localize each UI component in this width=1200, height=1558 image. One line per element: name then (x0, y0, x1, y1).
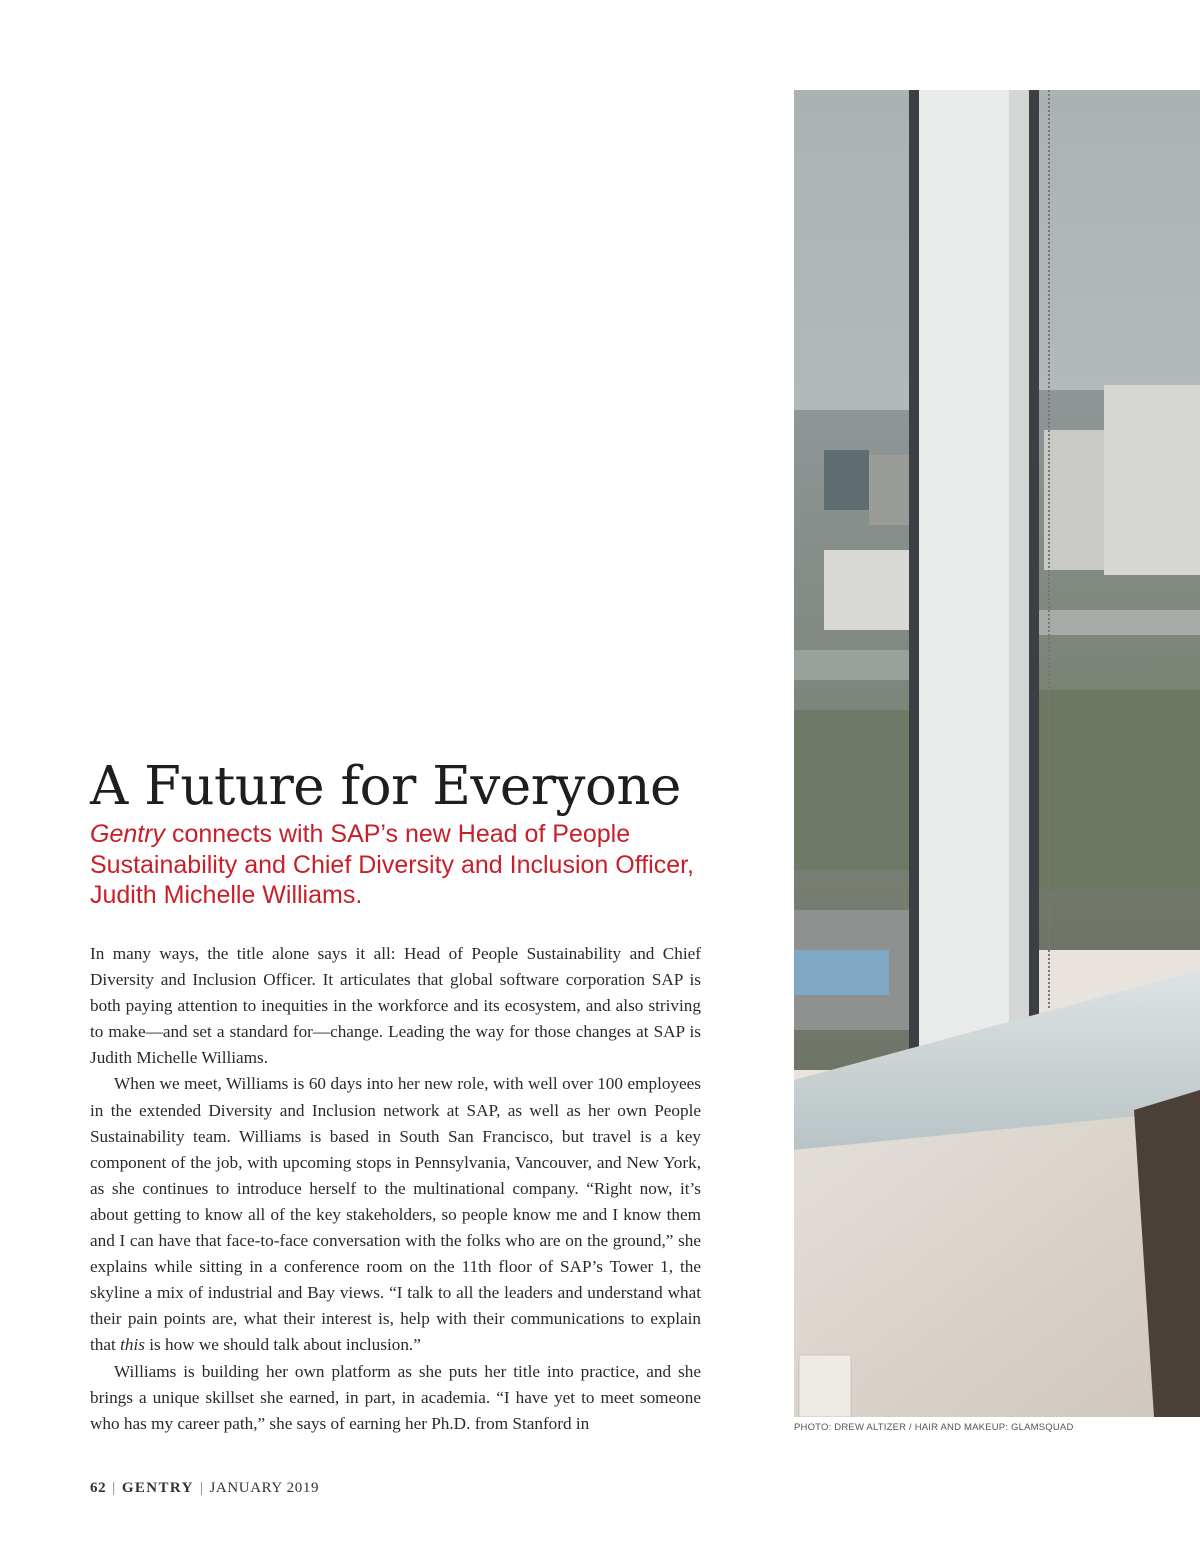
paragraph-2-text-b: is how we should talk about inclusion.” (144, 1335, 421, 1355)
body-paragraph-1: In many ways, the title alone says it all: Head of People Sustainability and Chief Diversity and Inclusion Officer. It articulates that global software corporation SAP is both paying attention to inequities in the workforce and its ecosystem, and also striving to make—and set a standard for—change. Leading the way for those changes at SAP is Judith Michelle Williams. (90, 944, 701, 1068)
article-deck (90, 819, 750, 911)
photo-credit: PHOTO: DREW ALTIZER / HAIR AND MAKEUP: GLAMSQUAD (794, 1422, 1074, 1433)
issue-date: JANUARY 2019 (209, 1480, 320, 1496)
footer-separator-2: | (199, 1480, 204, 1496)
article-body (90, 941, 701, 1437)
photo-illustration (794, 90, 1200, 1417)
window-city-view-photo (794, 90, 1200, 1417)
body-paragraph-2 (90, 1071, 701, 1358)
page-number: 62 (90, 1480, 107, 1496)
magazine-name: GENTRY (121, 1480, 194, 1496)
deck-text: connects with SAP’s new Head of People Sustainability and Chief Diversity and Inclusion Officer, Judith Michelle Williams. (90, 820, 695, 909)
paragraph-2-text-a: When we meet, Williams is 60 days into her new role, with well over 100 employees in the extended Diversity and Inclusion network at SAP, as well as her own People Sustainability team. Williams is based in South San Francisco, but travel is a key component of the job, with upcoming stops in Pennsylvania, Vancouver, and New York, as she continues to introduce herself to the multinational company. “Right now, it’s about getting to know all of the key stakeholders, so people know me and I know them and I can have that face-to-face conversation with the folks who are on the ground,” she explains while sitting in a conference room on the 11th floor of SAP’s Tower 1, the skyline a mix of industrial and Bay views. “I talk to all the leaders and understand what their pain points are, what their interest is, help with their communications to explain that (90, 1074, 701, 1355)
footer-separator-1: | (112, 1480, 116, 1496)
paragraph-2-emphasis: this (120, 1335, 145, 1355)
deck-magazine-name: Gentry (90, 820, 166, 848)
page-footer (90, 1480, 490, 1497)
body-paragraph-3: Williams is building her own platform as she puts her title into practice, and she brings a unique skillset she earned, in part, in academia. “I have yet to meet someone who has my career path,” she says of earning her Ph.D. from Stanford in (90, 1361, 701, 1433)
article-title: A Future for Everyone (90, 756, 681, 817)
